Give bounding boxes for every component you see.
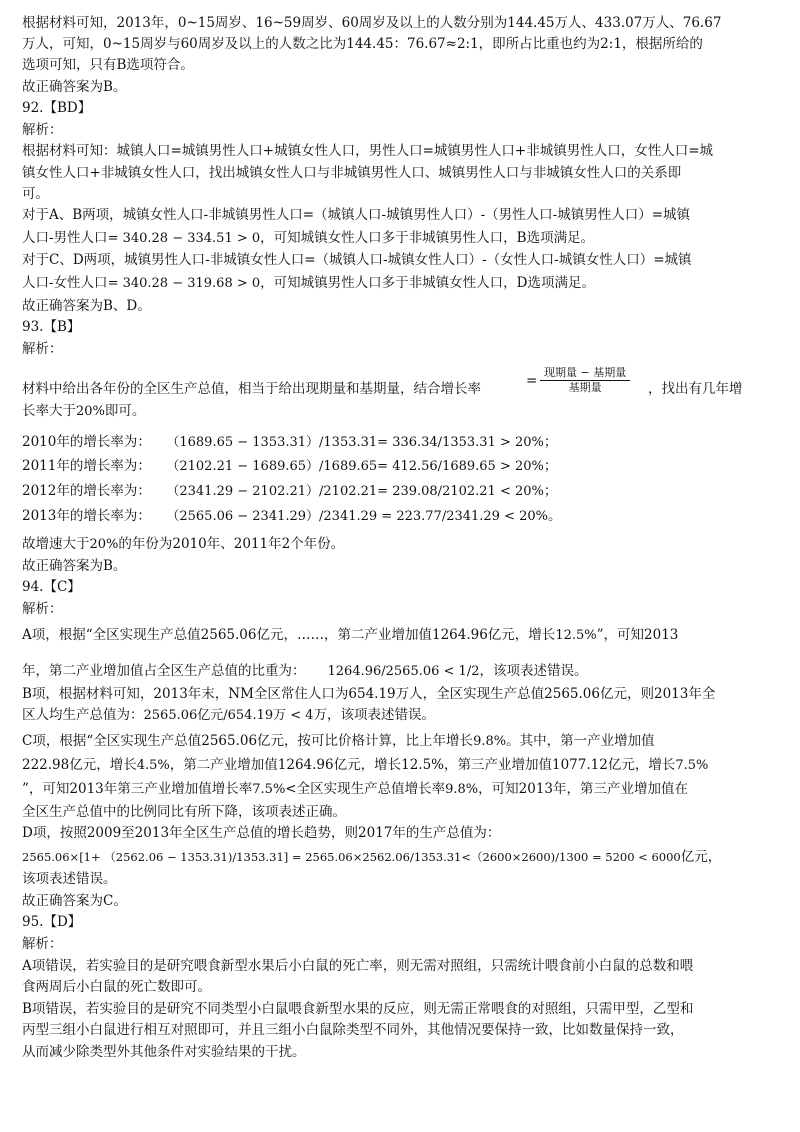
growth-rate-line bbox=[22, 457, 782, 476]
growth-rate-fraction bbox=[540, 366, 630, 395]
math-expression: 9.8% bbox=[445, 782, 479, 797]
text-line bbox=[22, 185, 782, 203]
growth-rate-line bbox=[22, 482, 782, 501]
text-line bbox=[22, 957, 782, 975]
math-expression: 9.8% bbox=[473, 734, 507, 749]
text: 2011年的增长率为： bbox=[22, 458, 151, 474]
question-number bbox=[22, 578, 782, 596]
text: 食两周后小白鼠的死亡数即可。 bbox=[22, 979, 211, 995]
text-line bbox=[22, 380, 542, 398]
text: D项，按照2009至2013年全区生产总值的增长趋势，则2017年的生产总值为： bbox=[22, 825, 501, 841]
text-line bbox=[22, 1043, 782, 1061]
text: B项错误，若实验目的是研究不同类型小白鼠喂食新型水果的反应，则无需正常喂食的对照组，只需甲型，乙型和 bbox=[22, 1001, 694, 1017]
text: 的年份为2010年、2011年2个年份。 bbox=[118, 536, 345, 552]
text: ，找出有几年增 bbox=[648, 381, 743, 397]
text: ，可知城镇男性人口多于非城镇女性人口，D选项满足。 bbox=[260, 275, 595, 291]
text: 对于C、D两项，城镇男性人口-非城镇女性人口=（城镇人口-城镇女性人口）-（女性人口-城镇女性人口）=城镇 bbox=[22, 252, 692, 268]
text-line bbox=[22, 662, 782, 681]
text-line bbox=[22, 35, 782, 53]
text-line bbox=[22, 206, 782, 224]
math-expression: （2102.21 − 1689.65）/1689.65= 412.56/1689.65 > 20% bbox=[172, 459, 544, 474]
text: 可。 bbox=[22, 186, 49, 202]
text: 万，该项表述错误。 bbox=[313, 707, 436, 723]
text: 亿元， bbox=[680, 849, 722, 865]
fraction-denominator: 基期量 bbox=[568, 381, 602, 394]
text-line bbox=[22, 14, 782, 32]
text-line bbox=[22, 557, 782, 575]
math-expression: （2341.29 − 2102.21）/2102.21= 239.08/2102.21 < 20% bbox=[172, 484, 544, 499]
text: 从而减少除类型外其他条件对实验结果的干扰。 bbox=[22, 1044, 306, 1060]
text-line bbox=[22, 229, 782, 248]
text: 人口-女性人口 bbox=[22, 275, 108, 291]
text: 选项可知，只有B选项符合。 bbox=[22, 57, 194, 73]
math-expression: = 340.28 − 319.68 > 0 bbox=[107, 276, 261, 291]
text-line bbox=[22, 1000, 782, 1018]
text: 。 bbox=[548, 508, 562, 524]
text-line bbox=[22, 756, 782, 775]
text: 该项表述错误。 bbox=[22, 871, 117, 887]
section-label: 解析： bbox=[22, 936, 63, 952]
text-line bbox=[22, 274, 782, 293]
section-label: 解析： bbox=[22, 601, 63, 617]
text: 年，第二产业增加值占全区生产总值的比重为： bbox=[22, 663, 306, 679]
text-line bbox=[22, 56, 782, 74]
text: ，可知城镇女性人口多于非城镇男性人口，B选项满足。 bbox=[260, 230, 595, 246]
text: 区人均生产总值为： bbox=[22, 707, 144, 723]
text: ，可知2013年，第三产业增加值在 bbox=[478, 781, 688, 797]
text: ”，可知2013年第三产业增加值增长率 bbox=[22, 781, 253, 797]
text-line bbox=[22, 142, 782, 160]
text-line bbox=[22, 121, 782, 139]
text-line bbox=[22, 600, 782, 618]
text: 丙型三组小白鼠进行相互对照即可，并且三组小白鼠除类型不同外，其他情况要保持一致，比如数量保持一致， bbox=[22, 1022, 684, 1038]
text: A项错误，若实验目的是研究喂食新型水果后小白鼠的死亡率，则无需对照组，只需统计喂食前小白鼠的总数和喂 bbox=[22, 958, 694, 974]
text: 故增速大于 bbox=[22, 536, 90, 552]
text-line bbox=[22, 870, 782, 888]
text: ； bbox=[543, 458, 558, 474]
math-expression: （2565.06 − 2341.29）/2341.29 = 223.77/2341.29 < 20% bbox=[172, 509, 549, 524]
math-expression: 7.5% bbox=[675, 758, 709, 773]
text: 材料中给出各年份的全区生产总值，相当于给出现期量和基期量，结合增长率 bbox=[22, 381, 481, 397]
text: 2010年的增长率为： bbox=[22, 434, 151, 450]
text: B项，根据材料可知，2013年末，NM全区常住人口为654.19万人，全区实现生产总值2565.06亿元，则2013年全 bbox=[22, 686, 716, 702]
text: 人口-男性人口 bbox=[22, 230, 108, 246]
text-line bbox=[22, 803, 782, 821]
text-line bbox=[22, 535, 782, 554]
math-expression: 20% bbox=[76, 404, 105, 419]
text: ； bbox=[543, 434, 558, 450]
text: 95.【D】 bbox=[22, 914, 82, 930]
text-line bbox=[22, 1021, 782, 1039]
text-line bbox=[22, 340, 782, 358]
math-expression: （1689.65 − 1353.31）/1353.31= 336.34/1353.31 > 20% bbox=[172, 435, 544, 450]
math-expression: 7.5% bbox=[252, 782, 286, 797]
text-line bbox=[22, 978, 782, 996]
text-line bbox=[22, 164, 782, 182]
text-line bbox=[22, 685, 782, 703]
answer-text: 故正确答案为B。 bbox=[22, 79, 127, 95]
math-expression: 1264.96/2565.06 < 1/2 bbox=[327, 664, 480, 679]
math-expression: 12.5% bbox=[555, 628, 597, 643]
question-number bbox=[22, 318, 782, 336]
text-line bbox=[22, 78, 782, 96]
text: 长率大于 bbox=[22, 403, 76, 419]
math-expression: 2565.06亿元/654.19万 < 4 bbox=[143, 708, 314, 723]
text: A项，根据“全区实现生产总值2565.06亿元，……，第二产业增加值1264.96亿元，增长 bbox=[22, 627, 556, 643]
question-number bbox=[22, 913, 782, 931]
section-label: 解析： bbox=[22, 341, 63, 357]
text: ，第二产业增加值1264.96亿元，增长12.5%，第三产业增加值1077.12亿元，增长 bbox=[169, 757, 676, 773]
text-line bbox=[22, 935, 782, 953]
math-expression: 4.5% bbox=[136, 758, 170, 773]
text-line bbox=[648, 380, 788, 398]
text-line bbox=[22, 251, 782, 269]
text-line bbox=[22, 626, 782, 645]
math-expression: 2565.06×[1+ （2562.06 − 1353.31)/1353.31] = 2565.06×2562.06/1353.31<（2600×2600)/1300 = 5200 < 6000 bbox=[22, 850, 681, 864]
text-line bbox=[22, 892, 782, 910]
text: = bbox=[526, 373, 538, 389]
section-label: 解析： bbox=[22, 122, 63, 138]
text-line bbox=[22, 780, 782, 799]
text: 对于A、B两项，城镇女性人口-非城镇男性人口=（城镇人口-城镇男性人口）-（男性人口-城镇男性人口）=城镇 bbox=[22, 207, 691, 223]
text: ”，可知2013 bbox=[596, 627, 679, 643]
text: C项，根据“全区实现生产总值2565.06亿元，按可比价格计算，比上年增长 bbox=[22, 733, 474, 749]
text: 即可。 bbox=[104, 403, 146, 419]
text-line bbox=[22, 848, 782, 866]
answer-text: 故正确答案为C。 bbox=[22, 893, 127, 909]
text: 94.【C】 bbox=[22, 579, 81, 595]
growth-rate-line bbox=[22, 433, 782, 452]
text-line bbox=[22, 824, 782, 842]
question-number bbox=[22, 99, 782, 117]
equals-sign bbox=[526, 372, 540, 390]
text-line bbox=[22, 297, 782, 315]
text-line bbox=[22, 706, 782, 725]
growth-rate-line bbox=[22, 507, 782, 526]
fraction-numerator: 现期量 − 基期量 bbox=[540, 366, 630, 381]
answer-text: 故正确答案为B。 bbox=[22, 558, 127, 574]
text: ，该项表述错误。 bbox=[479, 663, 588, 679]
math-expression: = 340.28 − 334.51 > 0 bbox=[107, 231, 261, 246]
text: 全区生产总值中的比例同比有所下降，该项表述正确。 bbox=[22, 804, 346, 820]
text: 。其中，第一产业增加值 bbox=[506, 733, 655, 749]
text: ； bbox=[543, 483, 558, 499]
text: 93.【B】 bbox=[22, 319, 81, 335]
text: 222.98亿元，增长 bbox=[22, 757, 137, 773]
text: 2012年的增长率为： bbox=[22, 483, 151, 499]
text: 镇女性人口+非城镇女性人口，找出城镇女性人口与非城镇男性人口、城镇男性人口与非城镇女性人口的关系即 bbox=[22, 165, 682, 181]
text: 万人，可知，0~15周岁与60周岁及以上的人数之比为144.45：76.67≈2:1，即所占比重也约为2:1，根据所给的 bbox=[22, 36, 703, 52]
math-expression: 20% bbox=[89, 537, 119, 552]
text: 根据材料可知：城镇人口=城镇男性人口+城镇女性人口，男性人口=城镇男性人口+非城镇男性人口，女性人口=城 bbox=[22, 143, 714, 159]
answer-text: 故正确答案为B、D。 bbox=[22, 298, 151, 314]
text: 2013年的增长率为： bbox=[22, 508, 151, 524]
text: 根据材料可知，2013年，0~15周岁、16~59周岁、60周岁及以上的人数分别为144.45万人、433.07万人、76.67 bbox=[22, 15, 722, 31]
text: 92.【BD】 bbox=[22, 100, 92, 116]
text-line bbox=[22, 732, 782, 751]
text-line bbox=[22, 402, 782, 421]
text: <全区实现生产总值增长率 bbox=[285, 781, 446, 797]
